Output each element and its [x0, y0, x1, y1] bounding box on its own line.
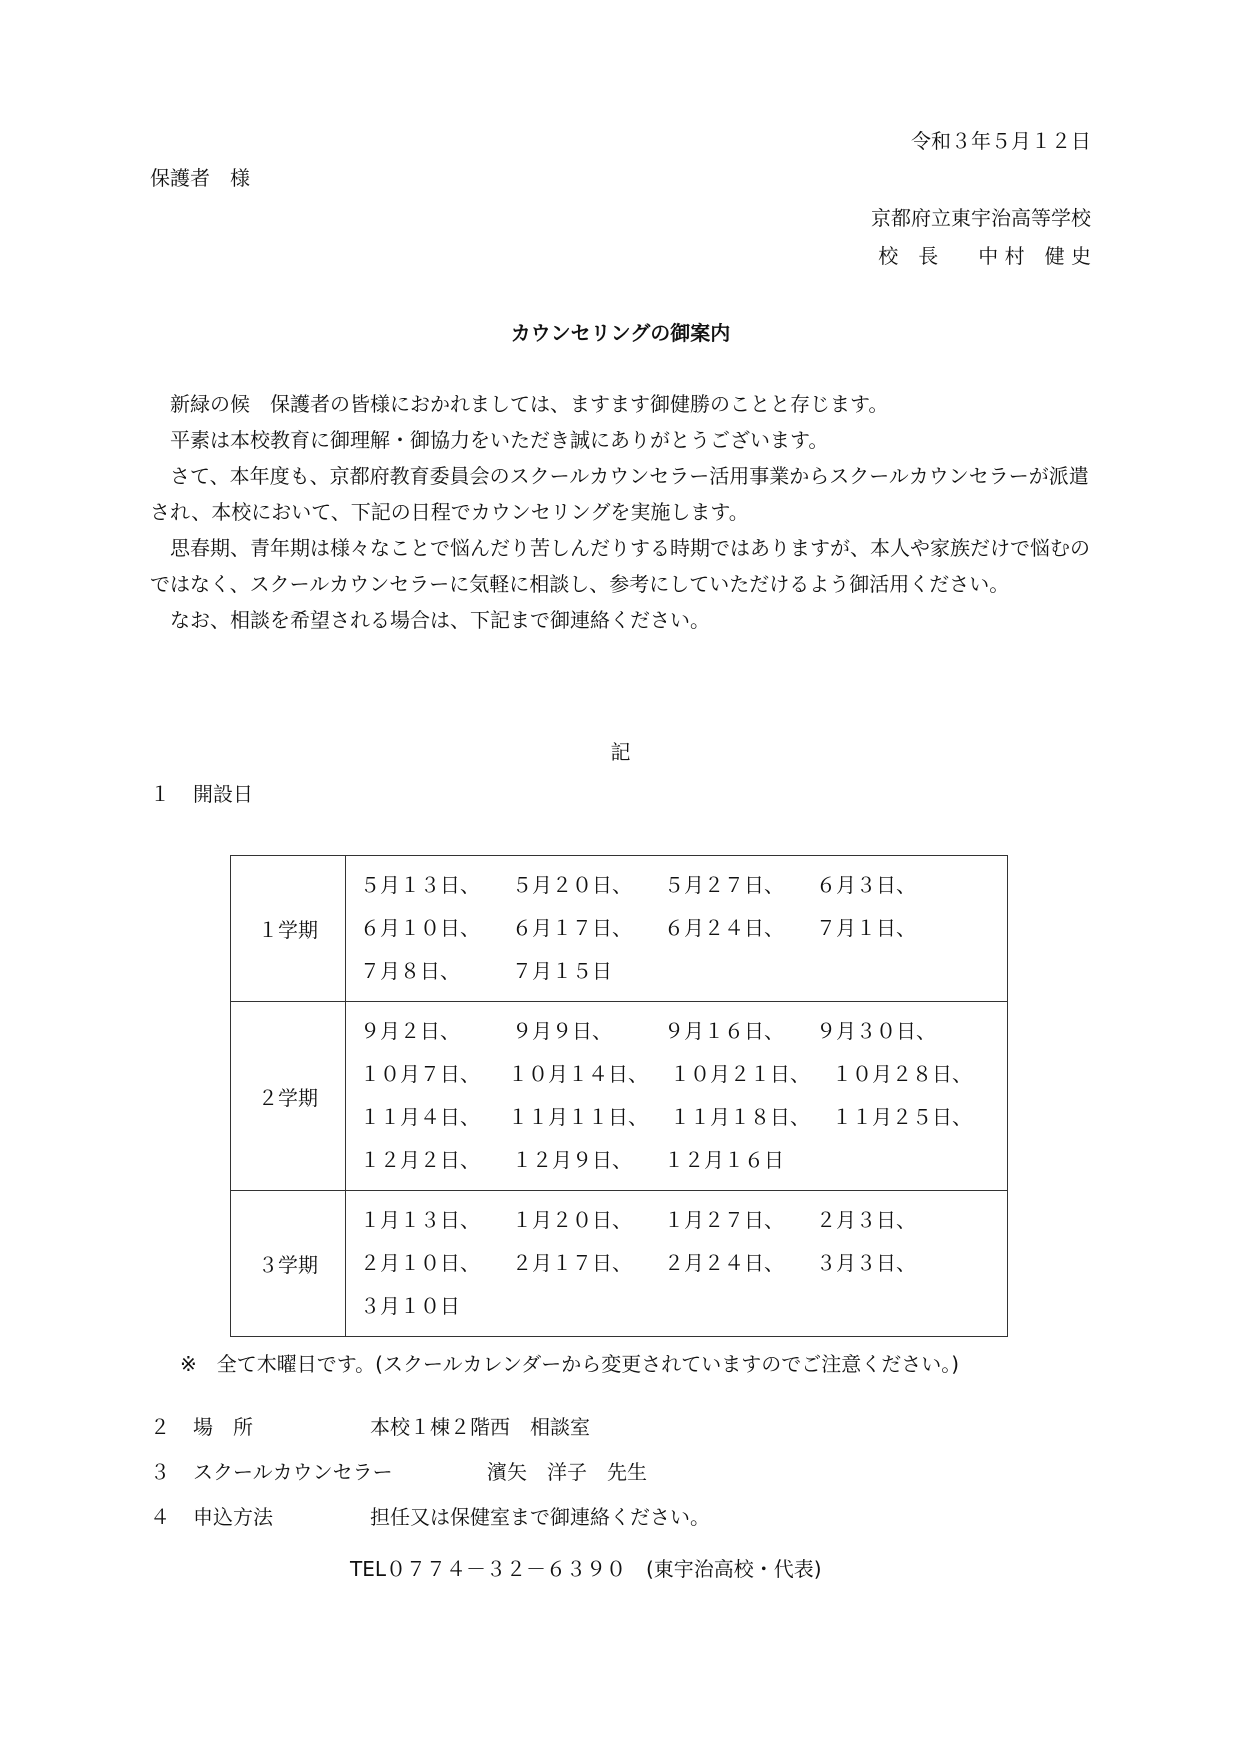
date-entry: ６月３日、 [816, 873, 916, 897]
date-entry: ７月１５日 [512, 959, 612, 983]
date-entry: １０月２８日、 [832, 1062, 972, 1086]
term-dates [346, 1002, 1008, 1191]
term-label: ３学期 [231, 1191, 346, 1337]
date-entry: ９月２日、 [360, 1019, 460, 1043]
schedule-row [231, 1002, 1008, 1191]
date-row [360, 1199, 1007, 1242]
date-entry: ５月２０日、 [512, 873, 632, 897]
date-entry: １月２０日、 [512, 1208, 632, 1232]
date-entry: １月１３日、 [360, 1208, 480, 1232]
principal-name: 校 長 中 村 健 史 [878, 244, 1091, 268]
term-dates [346, 1191, 1008, 1337]
date-row [360, 1285, 1007, 1328]
date-row [360, 864, 1007, 907]
ki-heading: 記 [610, 740, 631, 764]
term-label: ２学期 [231, 1002, 346, 1191]
date-entry: １１月１１日、 [508, 1105, 648, 1129]
date-entry: ５月１３日、 [360, 873, 480, 897]
date-entry: １２月２日、 [360, 1148, 480, 1172]
date-row [360, 1139, 1007, 1182]
date-entry: １１月２５日、 [832, 1105, 972, 1129]
body-paragraph: さて、本年度も、京都府教育委員会のスクールカウンセラー活用事業からスクールカウンセラーが派遣され、本校において、下記の日程でカウンセリングを実施します。 [150, 464, 1089, 524]
item-2-label: 場 所 [193, 1415, 253, 1439]
item-3-label: スクールカウンセラー [193, 1460, 393, 1484]
term-dates [346, 856, 1008, 1002]
recipient: 保護者 様 [150, 166, 250, 190]
date-entry: ５月２７日、 [664, 873, 784, 897]
date-entry: ６月１０日、 [360, 916, 480, 940]
date-entry: ２月１７日、 [512, 1251, 632, 1275]
document-date: 令和３年５月１２日 [911, 129, 1091, 153]
date-entry: １月２７日、 [664, 1208, 784, 1232]
date-row [360, 1010, 1007, 1053]
date-entry: ６月１７日、 [512, 916, 632, 940]
item-3-number: ３ [150, 1460, 170, 1484]
date-row [360, 1096, 1007, 1139]
body-paragraph: なお、相談を希望される場合は、下記まで御連絡ください。 [170, 608, 710, 632]
date-entry: ２月３日、 [816, 1208, 916, 1232]
date-entry: ７月８日、 [360, 959, 460, 983]
schedule-row [231, 1191, 1008, 1337]
date-entry: ３月３日、 [816, 1251, 916, 1275]
date-entry: ２月２４日、 [664, 1251, 784, 1275]
date-entry: １０月１４日、 [508, 1062, 648, 1086]
date-entry: ９月１６日、 [664, 1019, 784, 1043]
school-name: 京都府立東宇治高等学校 [871, 206, 1091, 230]
date-row [360, 1053, 1007, 1096]
schedule-note: ※ 全て木曜日です。(スクールカレンダーから変更されていますのでご注意ください。) [180, 1352, 960, 1376]
document-title: カウンセリングの御案内 [510, 321, 731, 345]
date-entry: ６月２４日、 [664, 916, 784, 940]
item-2-number: ２ [150, 1415, 170, 1439]
term-label: １学期 [231, 856, 346, 1002]
contact-phone: TEL０７７４－３２－６３９０ (東宇治高校・代表) [350, 1557, 822, 1581]
date-entry: ７月１日、 [816, 916, 916, 940]
date-entry: １２月９日、 [512, 1148, 632, 1172]
item-4-number: ４ [150, 1505, 170, 1529]
date-entry: １１月１８日、 [670, 1105, 810, 1129]
body-text [150, 386, 1090, 638]
date-entry: ９月３０日、 [816, 1019, 936, 1043]
date-row [360, 1242, 1007, 1285]
schedule-table [230, 855, 1008, 1337]
schedule-row [231, 856, 1008, 1002]
item-4-value: 担任又は保健室まで御連絡ください。 [370, 1505, 710, 1529]
section-1-label: 開設日 [193, 782, 253, 806]
date-entry: ２月１０日、 [360, 1251, 480, 1275]
item-3-value: 濱矢 洋子 先生 [487, 1460, 647, 1484]
body-paragraph: 思春期、青年期は様々なことで悩んだり苦しんだりする時期ではありますが、本人や家族だけで悩むのではなく、スクールカウンセラーに気軽に相談し、参考にしていただけるよう御活用ください。 [150, 536, 1090, 596]
date-entry: ９月９日、 [512, 1019, 612, 1043]
date-row [360, 950, 1007, 993]
item-4-label: 申込方法 [193, 1505, 273, 1529]
body-paragraph: 平素は本校教育に御理解・御協力をいただき誠にありがとうございます。 [170, 428, 829, 452]
date-row [360, 907, 1007, 950]
date-entry: １０月７日、 [360, 1062, 480, 1086]
date-entry: １０月２１日、 [670, 1062, 810, 1086]
date-entry: ３月１０日 [360, 1294, 460, 1318]
date-entry: １２月１６日 [664, 1148, 784, 1172]
section-1-number: １ [150, 782, 170, 806]
date-entry: １１月４日、 [360, 1105, 480, 1129]
item-2-value: 本校１棟２階西 相談室 [370, 1415, 590, 1439]
body-paragraph: 新緑の候 保護者の皆様におかれましては、ますます御健勝のことと存じます。 [170, 392, 889, 416]
